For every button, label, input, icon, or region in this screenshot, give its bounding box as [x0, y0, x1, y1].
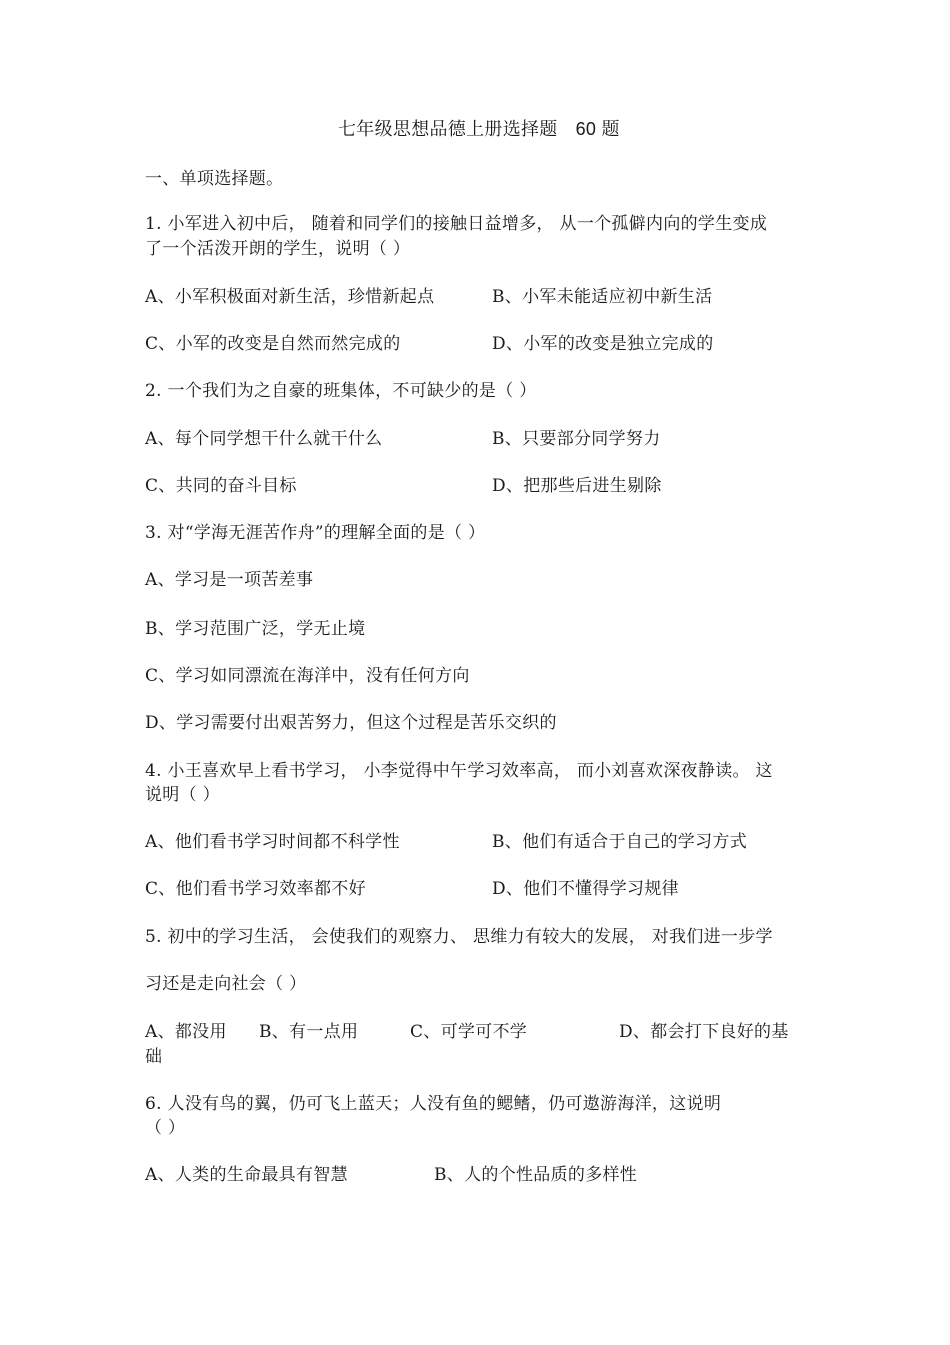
question-5-line-2: 习还是走向社会（ ） [145, 974, 307, 994]
question-3-option-d: D、学习需要付出艰苦努力，但这个过程是苦乐交织的 [145, 713, 557, 733]
page-title [338, 118, 620, 141]
question-2-option-a: A、每个同学想干什么就干什么 [145, 429, 383, 449]
question-6-option-b: B、人的个性品质的多样性 [434, 1165, 638, 1185]
question-1-option-b: B、小军未能适应初中新生活 [492, 287, 713, 307]
question-6-line-2: （ ） [145, 1118, 186, 1138]
question-2-option-c: C、共同的奋斗目标 [145, 476, 297, 496]
question-3-line-1: 3. 对“学海无涯苦作舟”的理解全面的是（ ） [145, 523, 486, 543]
question-1-option-d: D、小军的改变是独立完成的 [492, 334, 714, 354]
question-1-line-1: 1. 小军进入初中后， 随着和同学们的接触日益增多， 从一个孤僻内向的学生变成 [145, 214, 768, 234]
section-heading: 一、单项选择题。 [145, 169, 284, 189]
title-text: 七年级思想品德上册选择题 [338, 119, 558, 140]
question-4-option-a: A、他们看书学习时间都不科学性 [145, 832, 400, 852]
question-2-line-1: 2. 一个我们为之自豪的班集体，不可缺少的是（ ） [145, 381, 537, 401]
question-6-option-a: A、人类的生命最具有智慧 [145, 1165, 348, 1185]
question-5-line-1: 5. 初中的学习生活， 会使我们的观察力、 思维力有较大的发展， 对我们进一步学 [145, 927, 773, 947]
question-4-line-2: 说明（ ） [145, 785, 220, 805]
question-5-option-c: C、可学可不学 [410, 1022, 528, 1042]
question-4-line-1: 4. 小王喜欢早上看书学习， 小李觉得中午学习效率高， 而小刘喜欢深夜静读。 这 [145, 761, 773, 781]
question-2-option-d: D、把那些后进生剔除 [492, 476, 662, 496]
question-2-option-b: B、只要部分同学努力 [492, 429, 661, 449]
question-6-line-1: 6. 人没有鸟的翼，仍可飞上蓝天；人没有鱼的鳃鳍，仍可遨游海洋，这说明 [145, 1094, 722, 1114]
question-5-option-b: B、有一点用 [259, 1022, 359, 1042]
question-4-option-b: B、他们有适合于自己的学习方式 [492, 832, 747, 852]
question-3-option-a: A、学习是一项苦差事 [145, 570, 314, 590]
question-3-option-b: B、学习范围广泛，学无止境 [145, 619, 366, 639]
question-4-option-c: C、他们看书学习效率都不好 [145, 879, 366, 899]
question-4-option-d: D、他们不懂得学习规律 [492, 879, 679, 899]
question-3-option-c: C、学习如同漂流在海洋中，没有任何方向 [145, 666, 470, 686]
question-1-option-c: C、小军的改变是自然而然完成的 [145, 334, 401, 354]
question-5-option-a: A、都没用 [145, 1022, 227, 1042]
question-5-option-d-continued: 础 [145, 1047, 163, 1067]
question-1-option-a: A、小军积极面对新生活，珍惜新起点 [145, 287, 435, 307]
title-count: 60 题 [575, 119, 620, 139]
question-1-line-2: 了一个活泼开朗的学生，说明（ ） [145, 239, 411, 259]
question-5-option-d: D、都会打下良好的基 [619, 1022, 789, 1042]
